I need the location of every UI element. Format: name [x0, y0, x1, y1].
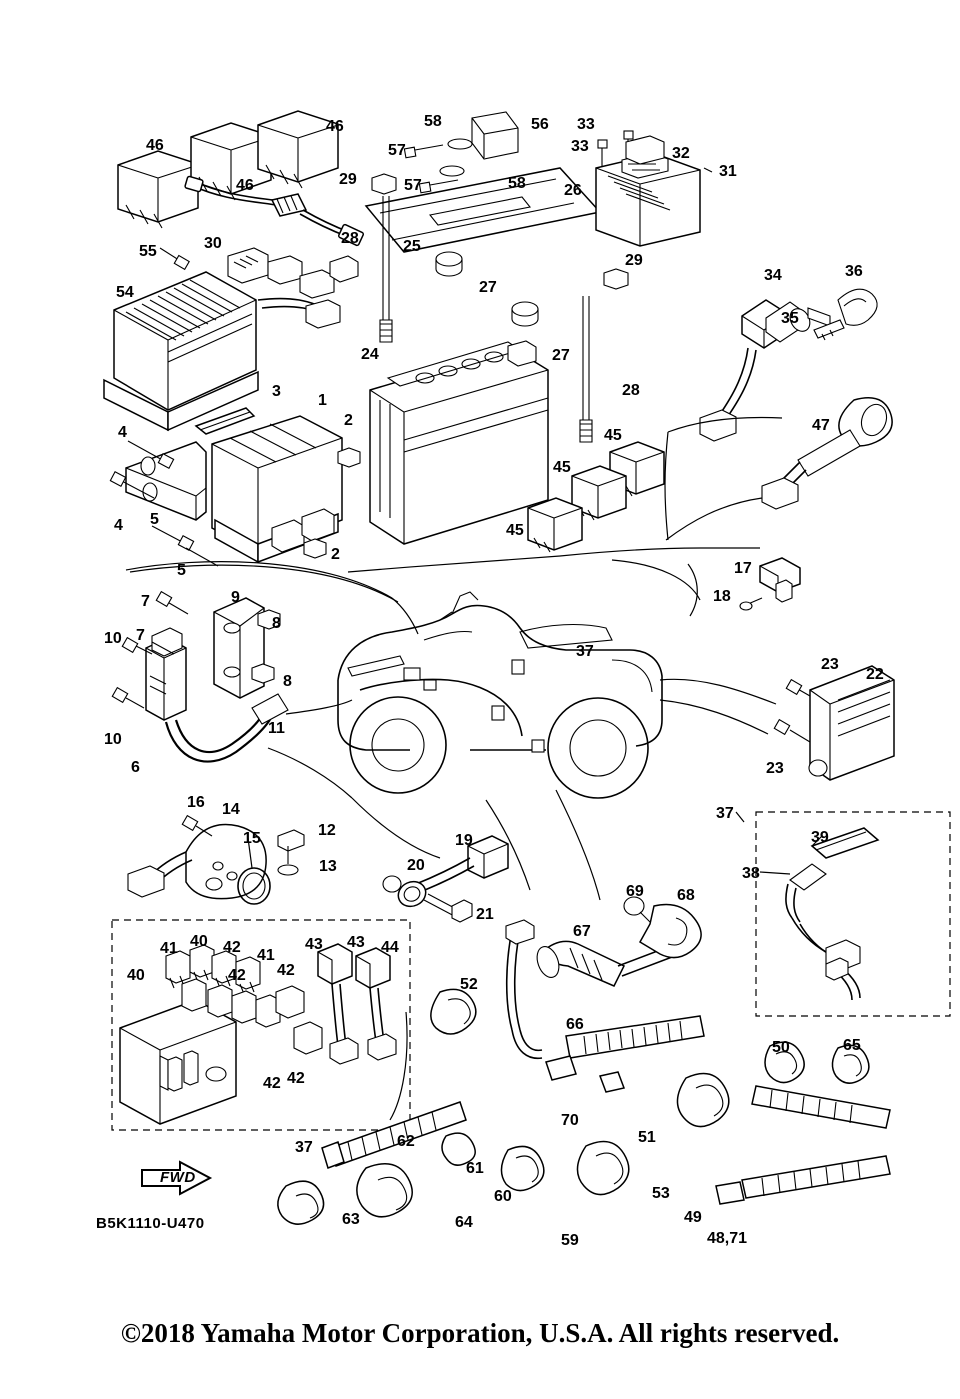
rectifier-31 — [596, 131, 712, 246]
callout-33: 33 — [577, 116, 595, 133]
callout-58: 58 — [508, 175, 526, 192]
callout-10: 10 — [104, 731, 122, 748]
callout-55: 55 — [139, 243, 157, 260]
callout-57: 57 — [404, 177, 422, 194]
callout-4: 4 — [114, 517, 123, 534]
callout-15: 15 — [243, 830, 261, 847]
callout-34: 34 — [764, 267, 782, 284]
callout-12: 12 — [318, 822, 336, 839]
callout-28: 28 — [341, 230, 359, 247]
callout-4: 4 — [118, 424, 127, 441]
callout-32: 32 — [672, 145, 690, 162]
callout-42: 42 — [263, 1075, 281, 1092]
callout-9: 9 — [231, 589, 240, 606]
callout-64: 64 — [455, 1214, 473, 1231]
callout-38: 38 — [742, 865, 760, 882]
callout-17: 17 — [734, 560, 752, 577]
callout-28: 28 — [622, 382, 640, 399]
callout-43: 43 — [347, 934, 365, 951]
callout-70: 70 — [561, 1112, 579, 1129]
atv-illustration — [338, 592, 662, 798]
callout-35: 35 — [781, 310, 799, 327]
callout-67: 67 — [573, 923, 591, 940]
callout-42: 42 — [277, 962, 295, 979]
callout-60: 60 — [494, 1188, 512, 1205]
callout-59: 59 — [561, 1232, 579, 1249]
callout-41: 41 — [257, 947, 275, 964]
callout-2: 2 — [344, 412, 353, 429]
callout-39: 39 — [811, 829, 829, 846]
callout-63: 63 — [342, 1211, 360, 1228]
callout-44: 44 — [381, 939, 399, 956]
wire-group-37-right — [736, 812, 950, 1016]
callout-46: 46 — [146, 137, 164, 154]
callout-42: 42 — [223, 939, 241, 956]
callout-1: 1 — [318, 392, 327, 409]
callout-42: 42 — [287, 1070, 305, 1087]
callout-23: 23 — [821, 656, 839, 673]
callout-37: 37 — [576, 643, 594, 660]
callout-46: 46 — [326, 118, 344, 135]
callout-52: 52 — [460, 976, 478, 993]
callout-2: 2 — [331, 546, 340, 563]
callout-8: 8 — [272, 615, 281, 632]
callout-26: 26 — [564, 182, 582, 199]
battery-24 — [370, 341, 548, 544]
callout-40: 40 — [190, 933, 208, 950]
fwd-direction-badge — [140, 1160, 214, 1196]
callout-31: 31 — [719, 163, 737, 180]
callout-66: 66 — [566, 1016, 584, 1033]
callout-18: 18 — [713, 588, 731, 605]
callout-20: 20 — [407, 857, 425, 874]
fwd-label: FWD — [160, 1169, 196, 1186]
callout-29: 29 — [339, 171, 357, 188]
callout-49: 49 — [684, 1209, 702, 1226]
callout-33: 33 — [571, 138, 589, 155]
callout-57: 57 — [388, 142, 406, 159]
callout-43: 43 — [305, 936, 323, 953]
callout-16: 16 — [187, 794, 205, 811]
callout-27: 27 — [552, 347, 570, 364]
callout-42: 42 — [228, 967, 246, 984]
callout-13: 13 — [319, 858, 337, 875]
ignition-coil-6 — [112, 589, 288, 762]
callout-3: 3 — [272, 383, 281, 400]
callout-22: 22 — [866, 666, 884, 683]
callout-68: 68 — [677, 887, 695, 904]
callout-37: 37 — [716, 805, 734, 822]
callout-54: 54 — [116, 284, 134, 301]
callout-7: 7 — [141, 593, 150, 610]
callout-50: 50 — [772, 1039, 790, 1056]
dc-socket-47 — [762, 398, 892, 509]
callout-6: 6 — [131, 759, 140, 776]
sensor-assembly-14 — [128, 816, 304, 904]
callout-23: 23 — [766, 760, 784, 777]
callout-48-71: 48,71 — [707, 1230, 748, 1247]
callout-65: 65 — [843, 1037, 861, 1054]
callout-41: 41 — [160, 940, 178, 957]
regulator-22 — [774, 666, 894, 780]
callout-58: 58 — [424, 113, 442, 130]
callout-25: 25 — [403, 238, 421, 255]
callout-37: 37 — [295, 1139, 313, 1156]
callout-45: 45 — [553, 459, 571, 476]
callout-11: 11 — [268, 720, 285, 737]
callout-45: 45 — [604, 427, 622, 444]
callout-5: 5 — [177, 562, 186, 579]
callout-40: 40 — [127, 967, 145, 984]
callout-51: 51 — [638, 1129, 656, 1146]
callout-36: 36 — [845, 263, 863, 280]
callout-29: 29 — [625, 252, 643, 269]
callout-46: 46 — [236, 177, 254, 194]
copyright-footer: ©2018 Yamaha Motor Corporation, U.S.A. All rights reserved. — [120, 1318, 840, 1348]
callout-53: 53 — [652, 1185, 670, 1202]
callout-14: 14 — [222, 801, 240, 818]
callout-27: 27 — [479, 279, 497, 296]
callout-19: 19 — [455, 832, 473, 849]
callout-30: 30 — [204, 235, 222, 252]
part-code: B5K1110-U470 — [96, 1215, 205, 1232]
callout-8: 8 — [283, 673, 292, 690]
callout-56: 56 — [531, 116, 549, 133]
callout-21: 21 — [476, 906, 494, 923]
callout-47: 47 — [812, 417, 830, 434]
callout-7: 7 — [136, 627, 145, 644]
callout-62: 62 — [397, 1133, 415, 1150]
callout-10: 10 — [104, 630, 122, 647]
callout-45: 45 — [506, 522, 524, 539]
callout-61: 61 — [466, 1160, 484, 1177]
callout-69: 69 — [626, 883, 644, 900]
callout-5: 5 — [150, 511, 159, 528]
cdi-unit-1 — [110, 408, 360, 566]
callout-24: 24 — [361, 346, 379, 363]
